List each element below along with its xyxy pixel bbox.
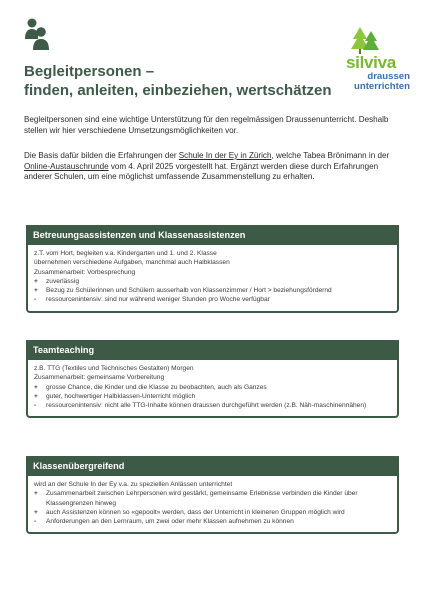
people-icon: [24, 18, 50, 50]
link-schule-in-der-ey[interactable]: Schule In der Ey in Zürich: [178, 151, 272, 160]
list-item: [34, 489, 391, 508]
list-text: ressourcenintensiv: sind nur während weniger Stunden pro Woche verfügbar: [46, 296, 270, 304]
list-text: auch Assistenzen können so «gepoolt» werden, dass der Unterricht in kleineren Gruppen möglich wird: [46, 508, 345, 516]
list-symbol: +: [34, 383, 38, 391]
card-teamteaching: [26, 340, 399, 418]
card-title: Teamteaching: [26, 340, 399, 360]
card-title: Betreuungsassistenzen und Klassenassistenzen: [26, 225, 399, 245]
list-item: [34, 392, 391, 401]
list-item: [34, 401, 391, 410]
list-symbol: +: [34, 508, 38, 516]
logo-brand: silviva: [346, 53, 396, 72]
card-line: wird an der Schule In der Ey v.a. zu speziellen Anlässen unterrichtet: [34, 481, 233, 488]
list-symbol: +: [34, 277, 38, 285]
intro-text: Die Basis dafür bilden die Erfahrungen der: [24, 151, 179, 160]
list-symbol: +: [34, 490, 38, 498]
intro-text: , welche Tabea Brönimann in der: [271, 151, 390, 160]
list-text: zuverlässig: [46, 277, 79, 285]
intro-paragraph-2: [24, 151, 404, 183]
list-text: grosse Chance, die Kinder und die Klasse zu beobachten, auch als Ganzes: [46, 383, 267, 391]
card-betreuungsassistenzen: [26, 225, 399, 313]
list-text: Anforderungen an den Lernraum, um zwei oder mehr Klassen aufnehmen zu können: [46, 518, 294, 526]
list-item: [34, 383, 391, 392]
title-line-1: Begleitpersonen –: [24, 63, 155, 80]
list-text: Zusammenarbeit zwischen Lehrpersonen wird gestärkt, gemeinsame Erlebnisse verbinden die Kinder über Klassengrenzen hinweg: [46, 490, 358, 507]
card-body: [28, 476, 397, 532]
card-line: Zusammenarbeit: gemeinsame Vorbereitung: [34, 374, 165, 382]
logo-subtitle: draussen unterrichten: [354, 71, 410, 92]
tree-icon: [350, 27, 380, 55]
card-line: z.T. vom Hort, begleiten v.a. Kindergarten und 1. und 2. Klasse: [34, 250, 217, 257]
list-symbol: -: [34, 402, 37, 410]
card-body: [28, 360, 397, 416]
card-line: z.B. TTG (Textiles und Technisches Gestalten) Morgen: [34, 365, 194, 372]
list-symbol: +: [34, 392, 38, 400]
list-text: guter, hochwertiger Halbklassen-Unterricht möglich: [46, 392, 196, 400]
card-line: Zusammenarbeit: Vorbesprechung: [34, 268, 136, 276]
list-symbol: -: [34, 296, 37, 304]
list-text: ressourcenintensiv: nicht alle TTG-Inhalte können draussen durchgeführt werden (z.B. Näh-maschinennähen): [46, 402, 367, 410]
list-symbol: +: [34, 287, 38, 295]
list-item: [34, 286, 391, 295]
card-klassenuebergreifend: [26, 456, 399, 534]
intro-paragraph-1: Begleitpersonen sind eine wichtige Unterstützung für den regelmässigen Draussenunterricht. Deshalb stellen wir hier verschiedene Umsetzungsmöglichkeiten vor.: [24, 115, 389, 135]
link-online-austauschrunde[interactable]: Online-Austauschrunde: [24, 161, 109, 171]
list-item: [34, 517, 391, 526]
list-text: Bezug zu Schülerinnen und Schülern ausserhalb von Klassenzimmer / Hort > beziehungsfördernd: [46, 287, 332, 295]
card-line: übernehmen verschiedene Aufgaben, manchmal auch Halbklassen: [34, 259, 230, 267]
title-line-2: finden, anleiten, einbeziehen, wertschätzen: [24, 82, 332, 99]
silviva-logo: [338, 27, 414, 95]
card-body: [28, 245, 397, 311]
list-symbol: -: [34, 518, 37, 526]
list-item: [34, 295, 391, 304]
intro-text: vom 4. April 2025 vorgestellt hat. Ergänzt werden diese durch Erfahrungen anderer Schulen, um eine möglichst umfassende Zusammenstellung zu erhalten.: [24, 161, 379, 182]
page-title: [24, 62, 332, 100]
list-item: [34, 277, 391, 286]
list-item: [34, 508, 391, 517]
card-title: Klassenübergreifend: [26, 456, 399, 476]
